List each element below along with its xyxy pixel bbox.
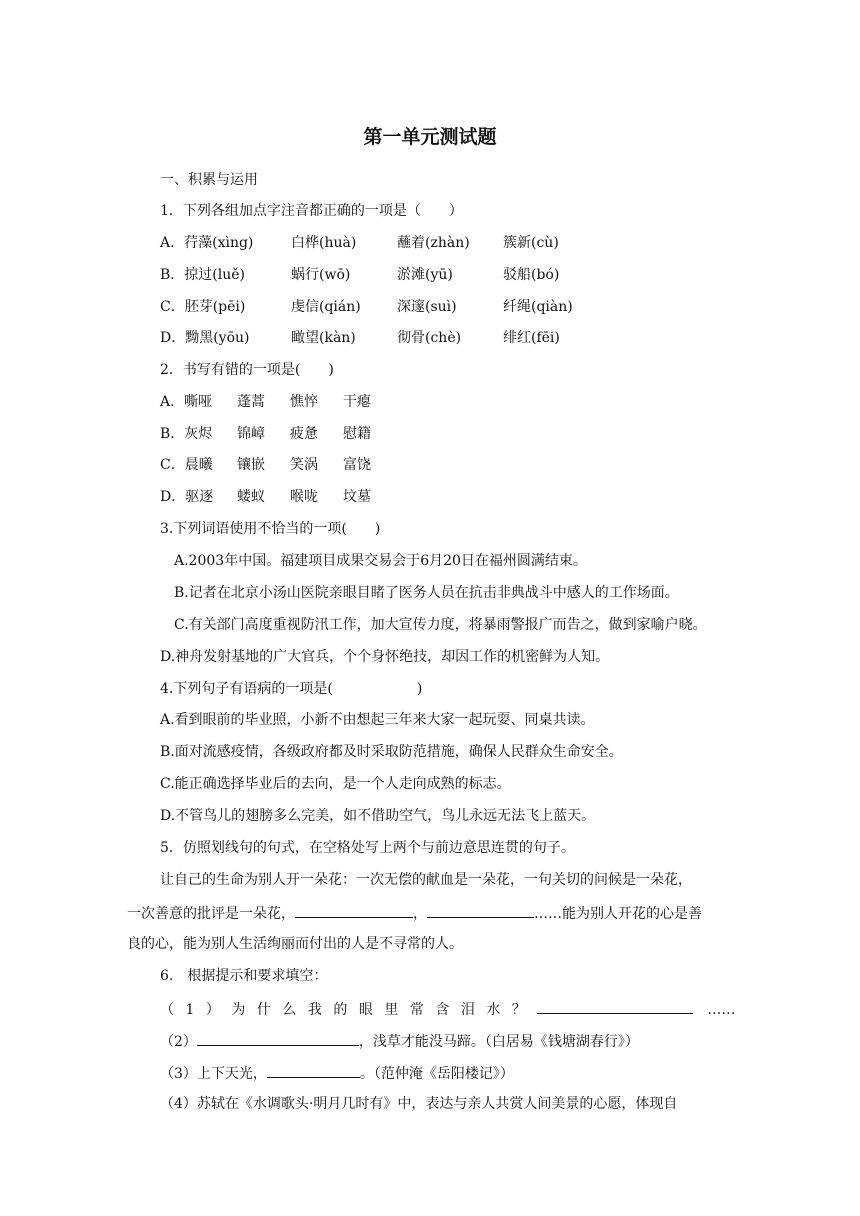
q2-option-d-3: 喉咙 [290,489,318,505]
q6-item-1 [160,998,735,1020]
q1-option-d-2: 瞰望(kàn) [291,330,356,346]
q6-item-2-num: （2） [160,1034,197,1050]
q5-separator: ， [413,906,427,922]
question-1-stem: 1．下列各组加点字注音都正确的一项是（ ） [160,203,463,219]
q1-option-a-2: 白桦(huà) [291,235,357,251]
q6-item-1-ellipsis: …… [707,1002,736,1018]
section-heading: 一、积累与运用 [160,172,258,188]
q4-option-a: A.看到眼前的毕业照，小新不由想起三年来大家一起玩耍、同桌共读。 [160,712,595,728]
q2-option-c-1: C．晨曦 [160,457,213,473]
q3-option-d: D.神舟发射基地的广大官兵，个个身怀绝技，却因工作的机密鲜为人知。 [160,649,610,665]
q2-option-b-3: 疲惫 [290,426,318,442]
question-6-stem: 6. 根据提示和要求填空： [160,968,328,984]
q2-option-d-1: D．驱逐 [160,489,214,505]
q5-paragraph-line-3: 良的心，能为别人生活绚丽而付出的人是不寻常的人。 [127,936,463,952]
q6-item-1-text: （1）为什么我的眼里常含泪水？ [160,1002,538,1018]
q5-paragraph-line-1: 让自己的生命为别人开一朵花：一次无偿的献血是一朵花，一句关切的问候是一朵花， [160,872,692,888]
q3-option-c: C.有关部门高度重视防汛工作，加大宣传力度，将暴雨警报广而告之，做到家喻户晓。 [174,617,707,633]
q1-option-c-1: C．胚芽(pēi) [160,299,246,315]
q6-item-3 [160,1062,514,1084]
question-5-stem: 5．仿照划线句的句式，在空格处写上两个与前边意思连贯的句子。 [160,840,575,856]
question-4-stem: 4.下列句子有语病的一项是( ) [160,681,423,697]
q1-option-b-4: 驳船(bó) [503,267,560,283]
q6-blank-1[interactable] [537,998,693,1014]
q3-option-a: A.2003年中国。福建项目成果交易会于6月20日在福州圆满结束。 [174,553,587,569]
q1-option-b-3: 淤滩(yū) [397,267,453,283]
q2-option-a-4: 干瘪 [343,394,371,410]
q1-option-a-1: A．荇藻(xìng) [160,235,254,251]
q2-option-d-2: 蝼蚁 [237,489,265,505]
q2-option-d-4: 坟墓 [343,489,371,505]
q5-paragraph-line-2 [127,902,702,924]
q1-option-c-2: 虔信(qián) [291,299,361,315]
q6-item-4: （4）苏轼在《水调歌头·明月几时有》中，表达与亲人共赏人间美景的心愿，体现自 [160,1096,678,1112]
q1-option-b-2: 蜗行(wō) [291,267,351,283]
q2-option-c-4: 富饶 [343,457,371,473]
q6-blank-2[interactable] [197,1030,359,1046]
q4-option-b: B.面对流感疫情，各级政府都及时采取防范措施，确保人民群众生命安全。 [160,744,623,760]
q6-item-2 [160,1030,639,1052]
q4-option-c: C.能正确选择毕业后的去向，是一个人走向成熟的标志。 [160,776,511,792]
q1-option-c-3: 深邃(suì) [397,299,457,315]
q6-item-2-text: ，浅草才能没马蹄。（白居易《钱塘湖春行》） [358,1034,639,1050]
q6-blank-3[interactable] [267,1062,360,1078]
q2-option-b-2: 锦嶂 [237,426,265,442]
q5-text-b: ……能为别人开花的心是善 [534,906,702,922]
q1-option-d-4: 绯红(fēi) [503,330,560,346]
q2-option-c-2: 镶嵌 [237,457,265,473]
q3-option-b: B.记者在北京小汤山医院亲眼目睹了医务人员在抗击非典战斗中感人的工作场面。 [174,585,679,601]
q2-option-b-1: B．灰烬 [160,426,213,442]
q6-item-3-text-b: 。（范仲淹《岳阳楼记》） [359,1066,514,1082]
q1-option-d-3: 彻骨(chè) [397,330,462,346]
q2-option-a-1: A．嘶哑 [160,394,213,410]
q4-option-d: D.不管鸟儿的翅膀多么完美，如不借助空气，鸟儿永远无法飞上蓝天。 [160,808,596,824]
q1-option-a-4: 簇新(cù) [503,235,559,251]
q5-blank-2[interactable] [427,902,534,918]
q5-text-a: 一次善意的批评是一朵花， [127,906,295,922]
q1-option-d-1: D．黝黑(yōu) [160,330,250,346]
q2-option-a-3: 憔悴 [290,394,318,410]
q5-blank-1[interactable] [295,902,413,918]
q1-option-a-3: 蘸着(zhàn) [397,235,470,251]
q6-item-3-text-a: （3）上下天光， [160,1066,267,1082]
q2-option-b-4: 慰籍 [343,426,371,442]
q1-option-b-1: B．掠过(luě) [160,267,245,283]
question-3-stem: 3.下列词语使用不恰当的一项( ) [160,521,381,537]
question-2-stem: 2．书写有错的一项是( ) [160,362,334,378]
q1-option-c-4: 纤绳(qiàn) [503,299,573,315]
q2-option-a-2: 蓬蒿 [237,394,265,410]
page-title: 第一单元测试题 [363,126,497,148]
q2-option-c-3: 笑涡 [290,457,318,473]
